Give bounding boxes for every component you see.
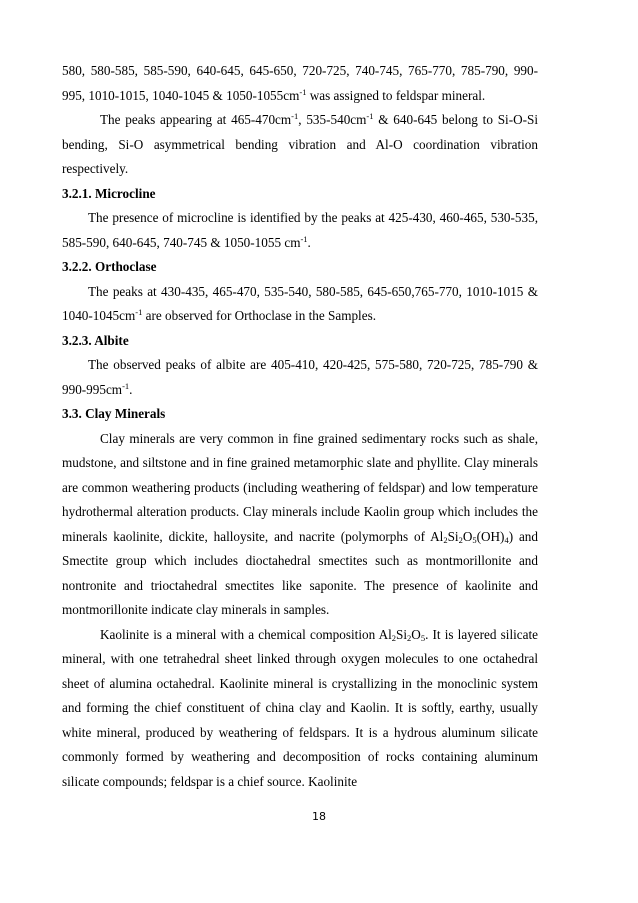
text-run: ) and Smectite group which includes dioctahedral smectites such as montmorillonite and nontronite and trioctahedral smectites like saponite. The presence of kaolinite and montmorillonite indicate clay minerals in samples. xyxy=(62,528,538,617)
section-heading-microcline: 3.2.1. Microcline xyxy=(62,185,156,201)
subscript: 2 xyxy=(407,632,412,643)
text-run: The presence of microcline is identified by the peaks at 425-430, 460-465, 530-535, 585-590, 640-645, 740-745 & 1050-1055 cm xyxy=(62,210,538,250)
text-run: . xyxy=(307,234,311,250)
subscript: 2 xyxy=(443,534,448,545)
text-run: was assigned to feldspar mineral. xyxy=(306,87,486,103)
page-number: 18 xyxy=(312,810,326,823)
text-run: are observed for Orthoclase in the Samples. xyxy=(142,308,376,323)
superscript: -1 xyxy=(299,86,307,97)
page-body xyxy=(62,59,538,794)
text-run: Si xyxy=(396,626,408,642)
text-run: O xyxy=(462,528,473,544)
text-run: Clay minerals are very common in fine grained sedimentary rocks such as shale, mudstone, and siltstone and in fine grained metamorphic slate and phyllite. Clay minerals are common weathering products (including weathering of feldspar) and low temperature hydrothermal alteration products. Clay minerals include Kaolin group which includes the minerals kaolinite, dickite, halloysite, and nacrite (polymorphs of Al xyxy=(62,430,538,544)
subscript: 5 xyxy=(420,632,426,643)
bending-vibration-paragraph xyxy=(62,108,538,182)
superscript: -1 xyxy=(291,111,299,121)
text-run: The peaks appearing at 465-470cm xyxy=(100,112,292,127)
text-run: & 640-645 belong to Si-O-Si bending, Si-O asymmetrical bending vibration and Al-O coordination vibration respectively. xyxy=(62,112,538,176)
section-heading-orthoclase: 3.2.2. Orthoclase xyxy=(62,259,157,274)
clay-minerals-paragraph xyxy=(62,427,538,623)
subscript: 5 xyxy=(472,534,477,545)
superscript: -1 xyxy=(135,307,143,317)
subscript: 2 xyxy=(458,534,463,545)
superscript: -1 xyxy=(122,380,130,391)
section-heading-clay-minerals: 3.3. Clay Minerals xyxy=(62,406,166,421)
superscript: -1 xyxy=(366,111,374,121)
orthoclase-paragraph xyxy=(62,280,538,329)
feldspar-peaks-paragraph xyxy=(62,59,538,108)
microcline-paragraph xyxy=(62,206,538,255)
text-run: , 535-540cm xyxy=(298,112,367,127)
kaolinite-paragraph xyxy=(62,623,538,795)
text-run: The peaks at 430-435, 465-470, 535-540, 580-585, 645-650,765-770, 1010-1015 & 1040-1045cm xyxy=(62,283,538,323)
subscript: 4 xyxy=(504,534,509,545)
superscript: -1 xyxy=(300,233,308,244)
text-run: 580, 580-585, 585-590, 640-645, 645-650, 720-725, 740-745, 765-770, 785-790, 990-995, 1010-1015, 1040-1045 & 1050-1055cm xyxy=(62,63,538,103)
text-run: O xyxy=(411,626,421,642)
subscript: 2 xyxy=(391,632,397,643)
text-run: The observed peaks of albite are 405-410, 420-425, 575-580, 720-725, 785-790 & 990-995cm xyxy=(62,357,538,397)
section-heading-albite: 3.2.3. Albite xyxy=(62,332,129,348)
text-run: Si xyxy=(447,528,459,544)
text-run: Kaolinite is a mineral with a chemical composition Al xyxy=(100,626,392,642)
text-run: . It is layered silicate mineral, with one tetrahedral sheet linked through oxygen molecules to one octahedral sheet of alumina octahedral. Kaolinite mineral is crystallizing in the monoclinic system and forming the chief constituent of china clay and Kaolin. It is softly, earthy, usually white mineral, produced by weathering of feldspars. It is a hydrous aluminum silicate commonly formed by weathering and decomposition of rocks containing aluminum silicate compounds; feldspar is a chief source. Kaolinite xyxy=(62,626,538,789)
albite-paragraph xyxy=(62,353,538,402)
text-run: (OH) xyxy=(476,528,505,544)
text-run: . xyxy=(129,381,133,397)
